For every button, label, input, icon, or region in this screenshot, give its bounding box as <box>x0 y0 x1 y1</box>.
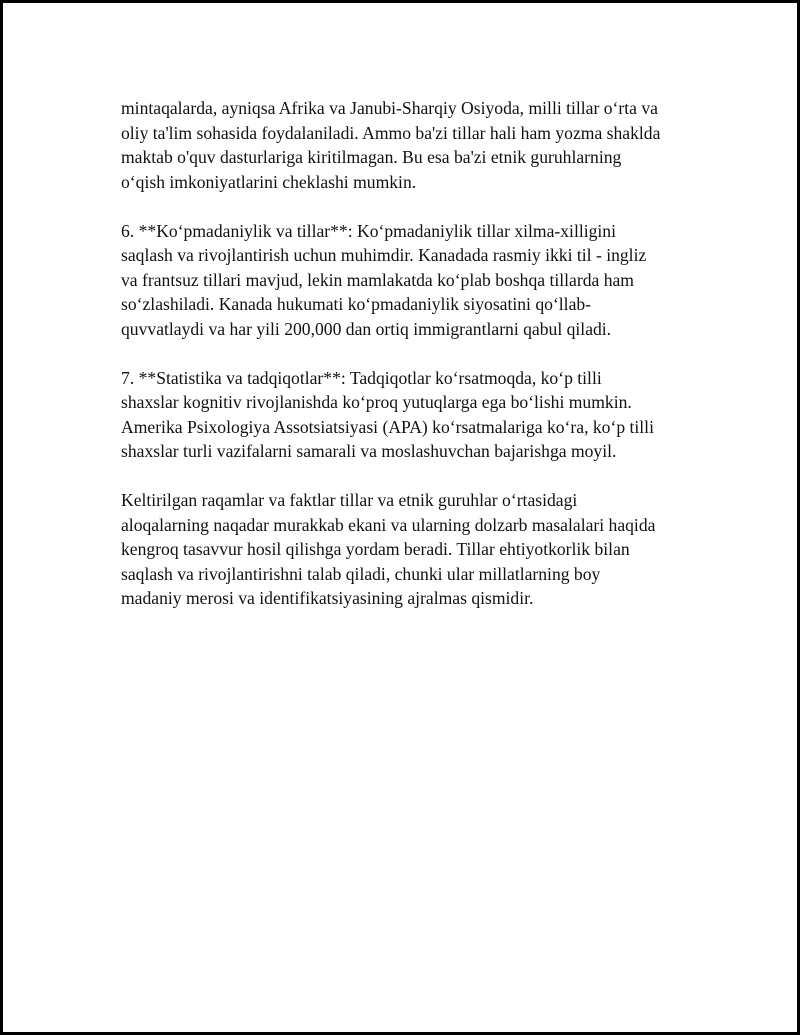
paragraph-regional-languages <box>121 96 701 194</box>
text-line: Keltirilgan raqamlar va faktlar tillar va etnik guruhlar o‘rtasidagi <box>121 490 578 510</box>
document-body <box>121 96 701 635</box>
text-line: oliy ta'lim sohasida foydalaniladi. Ammo ba'zi tillar hali ham yozma shaklda <box>121 122 661 143</box>
paragraph-statistics-research <box>121 366 701 464</box>
text-line: shaxslar turli vazifalarni samarali va moslashuvchan bajarishga moyil. <box>121 441 617 461</box>
text-line: va frantsuz tillari mavjud, lekin mamlakatda ko‘plab boshqa tillarda ham <box>121 269 634 290</box>
text-line: saqlash va rivojlantirish uchun muhimdir. Kanadada rasmiy ikki til - ingliz <box>121 245 647 265</box>
text-line: Amerika Psixologiya Assotsiatsiyasi (APA) ko‘rsatmalariga ko‘ra, ko‘p tilli <box>121 416 654 437</box>
text-line: maktab o'quv dasturlariga kiritilmagan. Bu esa ba'zi etnik guruhlarning <box>121 147 622 167</box>
text-line: madaniy merosi va identifikatsiyasining ajralmas qismidir. <box>121 588 534 608</box>
text-line: shaxslar kognitiv rivojlanishda ko‘proq yutuqlarga ega bo‘lishi mumkin. <box>121 392 632 412</box>
paragraph-multiculturalism <box>121 219 701 342</box>
text-line: aloqalarning naqadar murakkab ekani va ularning dolzarb masalalari haqida <box>121 514 656 535</box>
text-line: quvvatlaydi va har yili 200,000 dan ortiq immigrantlarni qabul qiladi. <box>121 318 612 339</box>
text-line: so‘zlashiladi. Kanada hukumati ko‘pmadaniylik siyosatini qo‘llab- <box>121 294 592 314</box>
text-line: kengroq tasavvur hosil qilishga yordam beradi. Tillar ehtiyotkorlik bilan <box>121 539 630 559</box>
text-line: 7. **Statistika va tadqiqotlar**: Tadqiqotlar ko‘rsatmoqda, ko‘p tilli <box>121 367 602 388</box>
text-line: mintaqalarda, ayniqsa Afrika va Janubi-Sharqiy Osiyoda, milli tillar o‘rta va <box>121 98 658 118</box>
text-line: saqlash va rivojlantirishni talab qiladi, chunki ular millatlarning boy <box>121 563 601 584</box>
text-line: 6. **Ko‘pmadaniylik va tillar**: Ko‘pmadaniylik tillar xilma-xilligini <box>121 220 616 241</box>
text-line: o‘qish imkoniyatlarini cheklashi mumkin. <box>121 171 417 192</box>
paragraph-conclusion <box>121 488 701 611</box>
